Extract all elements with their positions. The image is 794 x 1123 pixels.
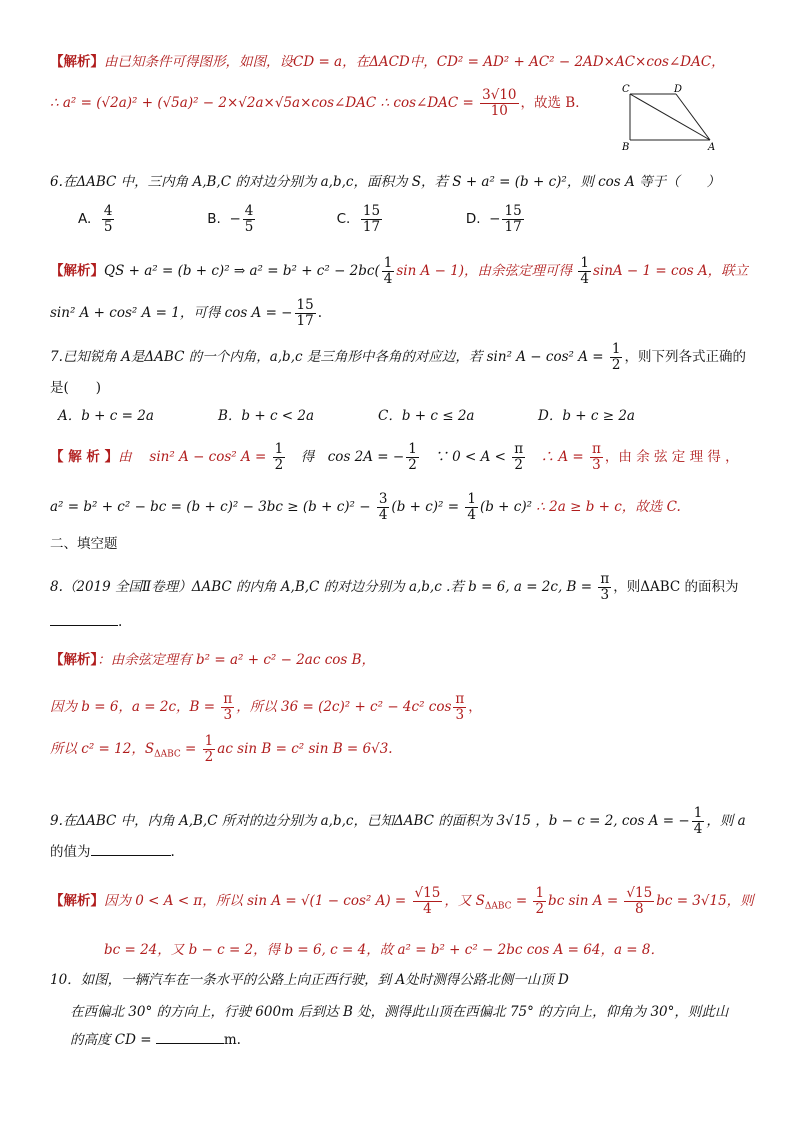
q6-stem: 6.在ΔABC 中，三内角 A,B,C 的对边分别为 a,b,c，面积为 S，若 S + a² = (b + c)²，则 cos A 等于（ ） [50, 174, 721, 190]
q7-option-b: B．b + c < 2a [218, 408, 315, 424]
q6-solution-line1: 【解析】QS + a² = (b + c)² ⇒ a² = b² + c² − 2bc( $\frac{1}{4}$ sin A − 1)，由余弦定理可得 $\frac{1}{4}$ sinA − 1 = cos A，联立 [50, 255, 749, 287]
q5-solution-line1 [50, 52, 725, 72]
q6-option-b: B. − $\frac{4}{5}$ [207, 203, 254, 235]
q7-option-d: D．b + c ≥ 2a [538, 408, 635, 424]
q5-fraction: $\frac{3√10}{10}$ [482, 87, 517, 119]
q10-stem-line3: 的高度 CD = m. [70, 1032, 241, 1048]
q8-solution-line3: 所以 c² = 12，$S_{\Delta ABC}$ = $\frac{1}{2}$ ac sin B = c² sin B = 6√3. [50, 733, 393, 765]
q7-option-c: C．b + c ≤ 2a [378, 408, 475, 424]
edge-ca [630, 94, 710, 140]
solution-tag: 【解析】 [50, 54, 104, 70]
q8-solution-line1: 【解析】：由余弦定理有 b² = a² + c² − 2ac cos B， [50, 652, 376, 668]
q8-stem-line2: . [50, 612, 122, 632]
q6-option-a: A. $\frac{4}{5}$ [78, 203, 113, 235]
solution-tag: 【解析】 [50, 652, 98, 668]
label-b: B [622, 142, 630, 152]
trapezoid-figure [618, 82, 728, 152]
answer-blank[interactable] [50, 613, 118, 626]
q10-stem-line1: 10．如图，一辆汽车在一条水平的公路上向正西行驶，到 A处时测得公路北侧一山顶 D [50, 972, 569, 988]
q9-solution-line1: 【解析】因为 0 < A < π，所以 sin A = √(1 − cos² A) = $\frac{√15}{4}$ ，又 $S_{\Delta ABC}$ = $\frac{1}{2}$ bc sin A = $\frac{√15}{8}$ bc = 3√15，则 [50, 885, 754, 917]
q7-stem-line1: 7.已知锐角 A是ΔABC 的一个内角，a,b,c 是三角形中各角的对应边，若 sin² A − cos² A = $\frac{1}{2}$ ，则下列各式正确的 [50, 341, 746, 373]
solution-tag: 【解析】 [50, 892, 104, 909]
q6-options [78, 204, 591, 235]
q7-options [58, 406, 658, 426]
q7-stem-line2: 是( ) [50, 380, 102, 396]
q5-equation: ∴ a² = (√2a)² + (√5a)² − 2×√2a×√5a×cos∠DAC ∴ cos∠DAC = [50, 94, 479, 111]
q8-stem-line1: 8.（2019 全国Ⅱ卷理）ΔABC 的内角 A,B,C 的对边分别为 a,b,c .若 b = 6, a = 2c, B = $\frac{\pi}{3}$ ，则ΔABC 的面积为 [50, 571, 739, 603]
q5-solution-text: 由已知条件可得图形，如图，设CD = a，在ΔACD中，CD² = AD² + AC² − 2AD×AC×cos∠DAC， [104, 54, 725, 70]
q9-stem-line2: 的值为 . [50, 844, 175, 860]
edge-da [676, 94, 710, 140]
q6-option-d: D. − $\frac{15}{17}$ [465, 203, 522, 235]
q5-answer: ，故选 B． [520, 94, 589, 111]
q9-solution-line2: bc = 24，又 b − c = 2，得 b = 6, c = 4，故 a² = b² + c² − 2bc cos A = 64，a = 8． [104, 942, 664, 958]
label-c: C [622, 84, 630, 95]
answer-blank[interactable] [156, 1031, 224, 1044]
q7-solution-line1: 【 解 析 】由 sin² A − cos² A = $\frac{1}{2}$ 得 cos 2A = − $\frac{1}{2}$ ∵ 0 < A < $\frac{\pi}{2}$ ∴ A = $\frac{\pi}{3}$ ，由 余 弦 定 理 得 ， [50, 441, 739, 473]
solution-tag: 【 解 析 】 [50, 448, 119, 465]
solution-tag: 【解析】 [50, 262, 104, 279]
label-a: A [708, 142, 716, 152]
q9-stem-line1: 9.在ΔABC 中，内角 A,B,C 所对的边分别为 a,b,c，已知ΔABC 的面积为 3√15 ，b − c = 2, cos A = − $\frac{1}{4}$ ，则 a [50, 805, 746, 837]
answer-blank[interactable] [91, 843, 171, 856]
section-heading: 二、填空题 [50, 536, 118, 552]
q7-option-a: A．b + c = 2a [58, 408, 154, 424]
q10-stem-line2: 在西偏北 30° 的方向上，行驶 600m 后到达 B 处，测得此山顶在西偏北 75° 的方向上，仰角为 30°，则此山 [70, 1004, 729, 1020]
q6-solution-line2: sin² A + cos² A = 1，可得 cos A = − $\frac{15}{17}$ . [50, 297, 322, 329]
q6-option-c: C. $\frac{15}{17}$ [336, 203, 381, 235]
q8-solution-line2: 因为 b = 6，a = 2c，B = $\frac{\pi}{3}$ ，所以 36 = (2c)² + c² − 4c² cos $\frac{\pi}{3}$ ， [50, 691, 482, 723]
label-d: D [674, 84, 683, 95]
q7-solution-line2: a² = b² + c² − bc = (b + c)² − 3bc ≥ (b + c)² − $\frac{3}{4}$ (b + c)² = $\frac{1}{4}$ (b + c)² ∴ 2a ≥ b + c，故选 C. [50, 491, 681, 523]
q5-solution-line2 [50, 88, 589, 119]
